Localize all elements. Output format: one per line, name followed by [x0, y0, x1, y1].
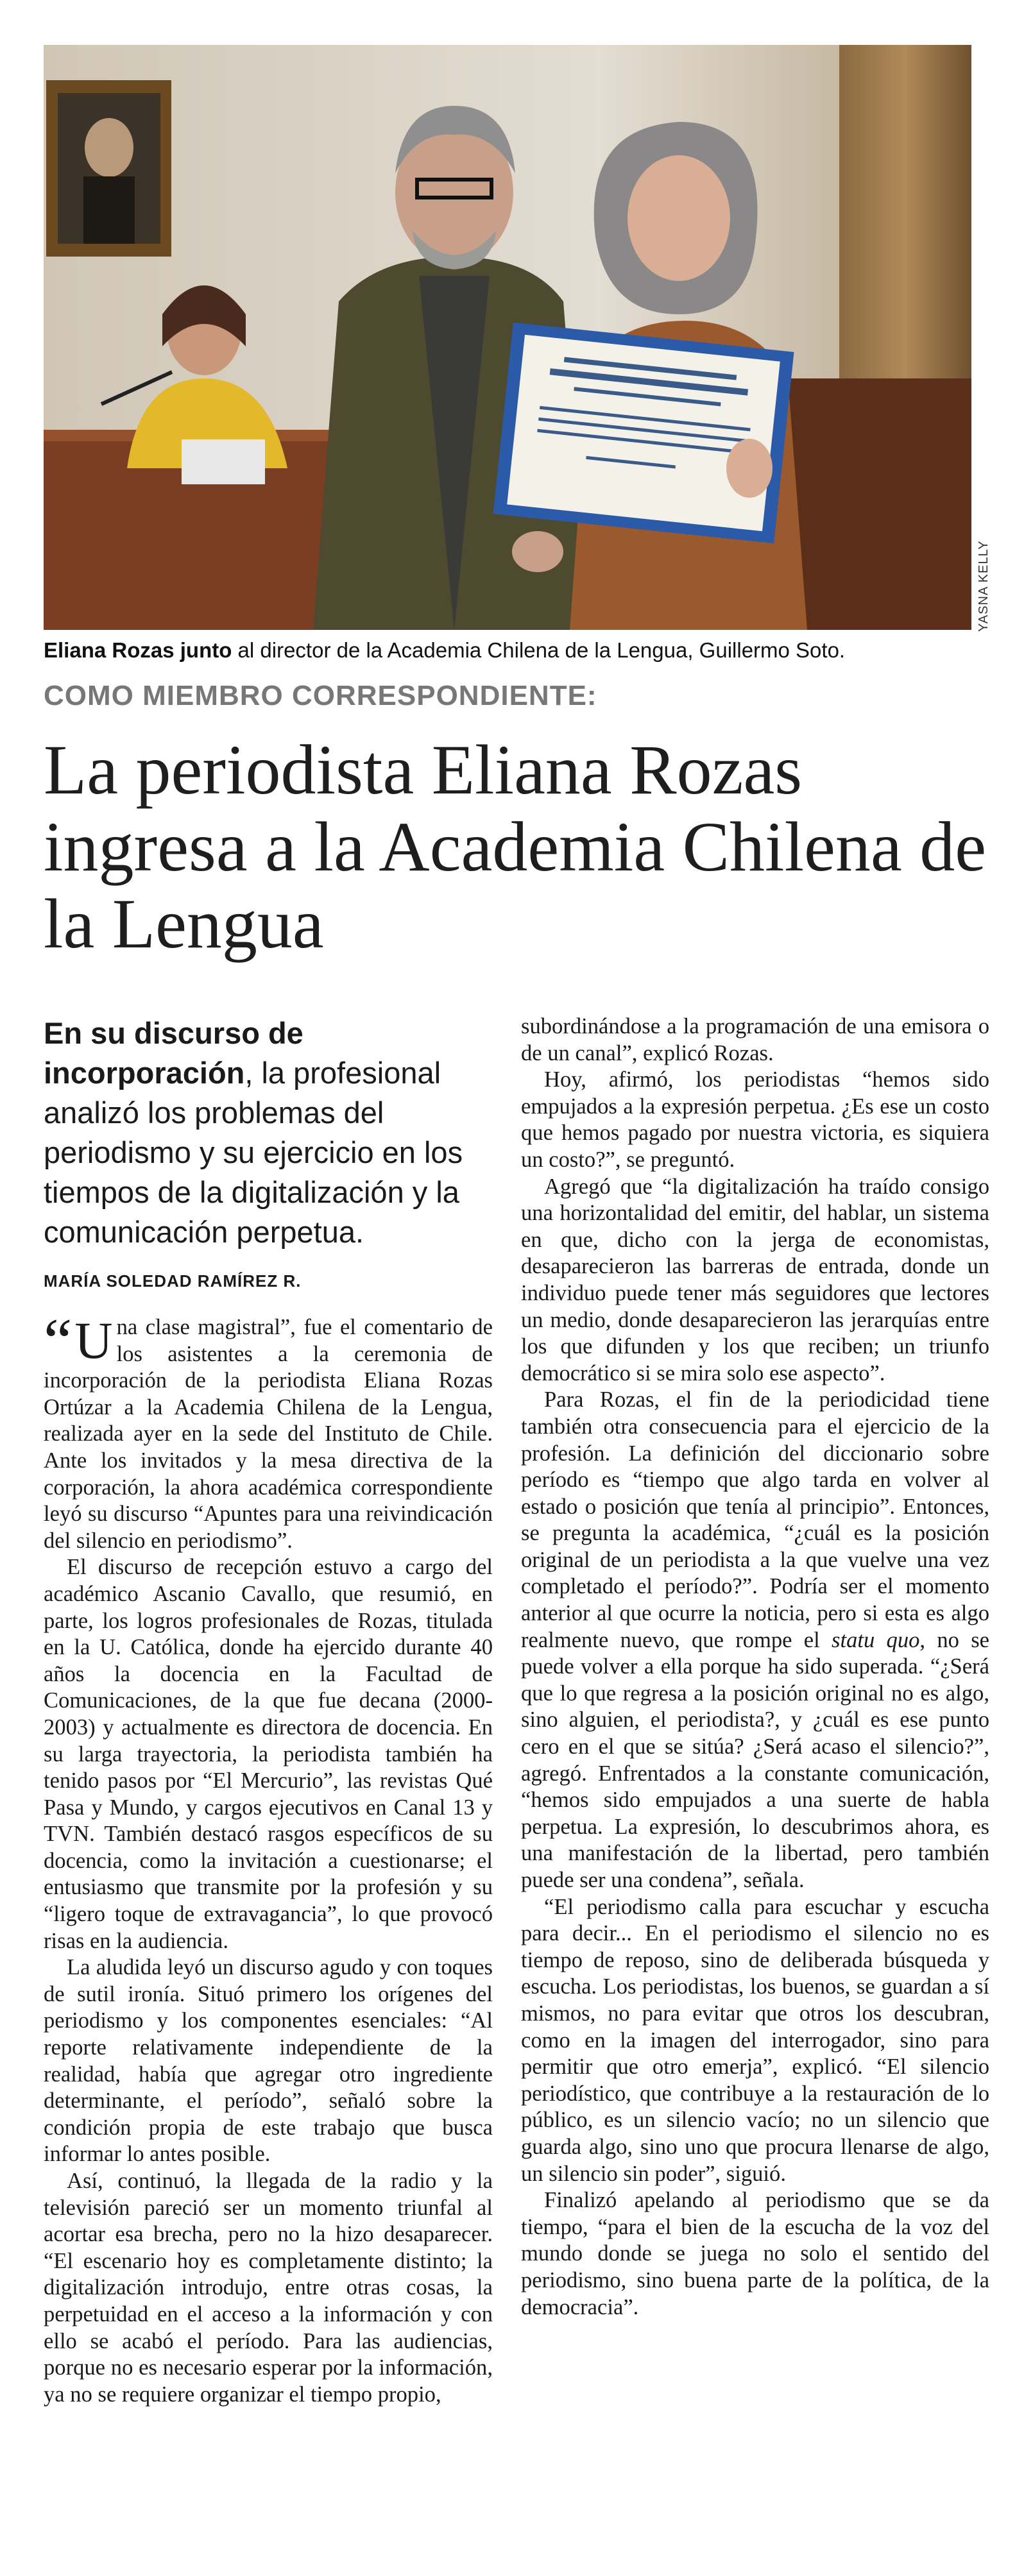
photo-caption — [44, 636, 971, 665]
paragraph-5: subordinándose a la programación de una emisora o de un canal”, explicó Rozas. — [521, 1014, 989, 1065]
paragraph-2: El discurso de recepción estuvo a cargo del académico Ascanio Cavallo, que resumió, en parte, los logros profesionales de Rozas, titulada en la U. Católica, donde ha ejercido durante 40 años la docencia en la Facultad de Comunicaciones, de la que fue decana (2000-2003) y actualmente es directora de docencia. En su larga trayectoria, la periodista también ha tenido pasos por “El Mercurio”, las revistas Qué Pasa y Mundo, y cargos ejecutivos en Canal 13 y TVN. También destacó rasgos específicos de su docencia, como la invitación a cuestionarse; el entusiasmo que transmite por la profesión y su “ligero toque de extravagancia”, lo que provocó risas en la audiencia. — [44, 1555, 493, 1953]
paragraph-9: “El periodismo calla para escuchar y escucha para decir... En el periodismo el silencio no es tiempo de reposo, sino de deliberada búsqueda y escucha. Los periodistas, los buenos, se guardan a sí mismos, no para evitar que otros los descubran, como en la imagen del interrogador, sino para permitir que otro emerja”, explicó. “El silencio periodístico, que contribuye a la restauración de lo público, es un silencio vacío; no un silencio que guarda algo, sino uno que procura llenarse de algo, un silencio sin poder”, siguió. — [521, 1894, 989, 2186]
ceremony-photo-illustration — [44, 45, 971, 630]
italic-statu-quo: statu quo — [832, 1627, 920, 1652]
drop-quote: “ — [44, 1305, 73, 1377]
kicker: COMO MIEMBRO CORRESPONDIENTE: — [44, 680, 597, 711]
article-photo — [44, 45, 971, 630]
caption-bold: Eliana Rozas junto — [44, 638, 232, 662]
caption-rest: al director de la Academia Chilena de la Lengua, Guillermo Soto. — [232, 638, 846, 662]
lede-rest: , la profesional analizó los problemas del periodismo y su ejercicio en los tiempos de la digitalización y la comunicación perpetua. — [44, 1056, 463, 1249]
paragraph-10: Finalizó apelando al periodismo que se da tiempo, “para el bien de la escucha de la voz del mundo donde se juega no solo el sentido del periodismo, sino buena parte de la política, de la democracia”. — [521, 2188, 989, 2319]
paragraph-4: Así, continuó, la llegada de la radio y la televisión pareció ser un momento triunfal al acortar esa brecha, pero no la hizo desaparecer. “El escenario hoy es completamente distinto; la digitalización introdujo, entre otras cosas, la perpetuidad en el acceso a la información y con ello se acabó el período. Para las audiencias, porque no es necesario esperar por la información, ya no se requiere organizar el tiempo propio, — [44, 2169, 493, 2407]
paragraph-3: La aludida leyó un discurso agudo y con toques de sutil ironía. Situó primero los orígenes del periodismo y los componentes esenciales: “Al reporte relativamente independiente de la realidad, había que agregar otro ingrediente determinante, el período”, señaló sobre la condición propia de este trabajo que busca informar lo antes posible. — [44, 1955, 493, 2167]
paragraph-1: “ U na clase magistral”, fue el comentario de los asistentes a la ceremonia de incorporación de la periodista Eliana Rozas Ortúzar a la Academia Chilena de la Lengua, realizada ayer en la sede del Instituto de Chile. Ante los invitados y la mesa directiva de la corporación, la ahora académica correspondiente leyó su discurso “Apuntes para una reivindicación del silencio en periodismo”. — [44, 1305, 493, 1553]
article-body-left — [44, 1305, 493, 2408]
column-right — [521, 1013, 989, 2321]
lede — [44, 1013, 493, 1252]
byline: MARÍA SOLEDAD RAMÍREZ R. — [44, 1271, 302, 1291]
paragraph-7: Agregó que “la digitalización ha traído consigo una horizontalidad del emitir, del hablar, un sistema en que, dicho con la jerga de economistas, desaparecieron las barreras de entrada, donde un individuo puede tener más seguidores que lectores un medio, donde desaparecieron las jerarquías entre los que difunden y los que reciben; un triunfo democrático si se mira solo ese aspecto”. — [521, 1174, 989, 1385]
headline: La periodista Eliana Rozas ingresa a la Academia Chilena de la Lengua — [44, 731, 987, 963]
lede-bold: En su discurso de incorporación — [44, 1016, 303, 1090]
column-left — [44, 1013, 493, 2408]
drop-letter: U — [74, 1311, 113, 1369]
paragraph-6: Hoy, afirmó, los periodistas “hemos sido empujados a la expresión perpetua. ¿Es ese un costo que hemos pagado por nuestra victoria, es siquiera un costo?”, se preguntó. — [521, 1067, 989, 1172]
paragraph-8: Para Rozas, el fin de la periodicidad tiene también otra consecuencia para el ejercicio de la profesión. La definición del diccionario sobre período es “tiempo que algo tarda en volver al estado o posición que tenía al principio”. Entonces, se pregunta la académica, “¿cuál es la posición original de un periodista a la que vuelve una vez completado el período?”. Podría ser el momento anterior al que ocurre la noticia, pero si esta es algo realmente nuevo, que rompe el statu quo, no se puede volver a ella porque ha sido superada. “¿Será que lo que regresa a la posición original no es algo, sino alguien, el periodista?, y ¿cuál es ese punto cero en el que se sitúa? ¿Será acaso el silencio?”, agregó. Enfrentados a la constante comunicación, “hemos sido empujados a una suerte de habla perpetua. La expresión, lo descubrimos ahora, es una manifestación de la libertad, pero también puede ser una condena”, señala. — [521, 1387, 989, 1892]
